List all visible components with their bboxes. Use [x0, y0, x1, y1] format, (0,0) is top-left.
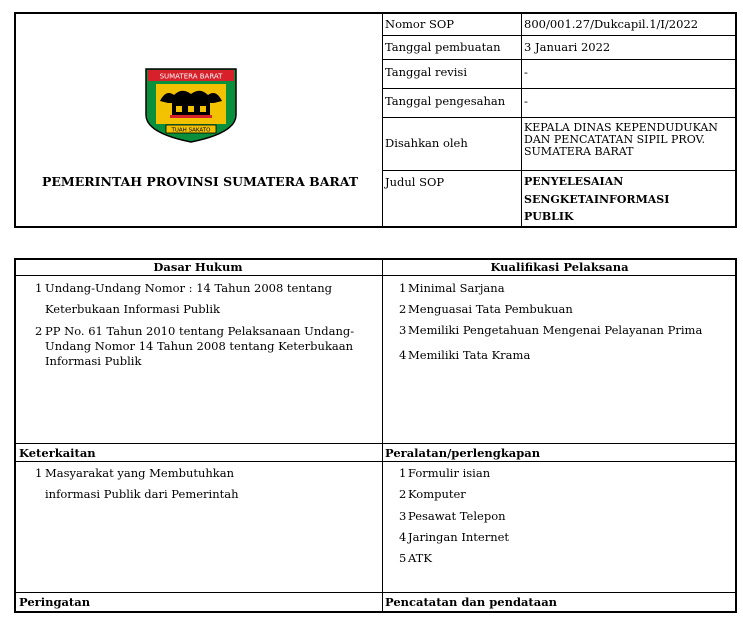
list-item-text: Undang Nomor 14 Tahun 2008 tentang Keterbukaan: [45, 339, 354, 353]
header-row-line: [382, 117, 737, 118]
list-item-num: 2: [399, 302, 407, 316]
list-item-text: Komputer: [408, 487, 466, 501]
row-value-judul-sop-line1: PENYELESAIAN: [524, 175, 624, 188]
row-label-disahkan-oleh: Disahkan oleh: [385, 136, 468, 150]
row-label-nomor-sop: Nomor SOP: [385, 17, 455, 31]
row-value-disahkan-oleh-line1: KEPALA DINAS KEPENDUDUKAN: [524, 121, 718, 134]
row-label-tanggal-pengesahan: Tanggal pengesahan: [385, 94, 506, 108]
row-value-tanggal-pembuatan: 3 Januari 2022: [524, 40, 611, 54]
list-item-num: 3: [399, 509, 407, 523]
section-title-peringatan: Peringatan: [19, 595, 91, 609]
header-divider-2: [521, 12, 522, 228]
list-item-num: 4: [399, 530, 407, 544]
province-logo: [144, 67, 238, 143]
list-item-text: Memiliki Pengetahuan Mengenai Pelayanan Prima: [408, 323, 703, 337]
list-item-num: 3: [399, 323, 407, 337]
row-label-judul-sop: Judul SOP: [385, 175, 445, 189]
header-row-line: [382, 59, 737, 60]
list-item-text: Memiliki Tata Krama: [408, 348, 531, 362]
section-title-pencatatan: Pencatatan dan pendataan: [385, 595, 558, 609]
list-item-text: Minimal Sarjana: [408, 281, 505, 295]
header-row-line: [382, 88, 737, 89]
list-item-text: Pesawat Telepon: [408, 509, 506, 523]
list-item-text: Menguasai Tata Pembukuan: [408, 302, 573, 316]
section-title-peralatan: Peralatan/perlengkapan: [385, 446, 541, 460]
list-item-text: Masyarakat yang Membutuhkan: [45, 466, 235, 480]
list-item-num: 5: [399, 551, 407, 565]
row-value-nomor-sop: 800/001.27/Dukcapil.1/I/2022: [524, 17, 699, 31]
list-item-text: informasi Publik dari Pemerintah: [45, 487, 239, 501]
section-title-keterkaitan: Keterkaitan: [19, 446, 96, 460]
list-item-text: Formulir isian: [408, 466, 491, 480]
row-label-tanggal-pembuatan: Tanggal pembuatan: [385, 40, 501, 54]
list-item-num: 1: [399, 466, 407, 480]
section-title-kualifikasi: Kualifikasi Pelaksana: [490, 260, 629, 274]
list-item-text: Keterbukaan Informasi Publik: [45, 302, 220, 316]
body-row-line: [14, 443, 737, 444]
section-title-dasar-hukum: Dasar Hukum: [153, 260, 243, 274]
body-divider: [382, 258, 383, 613]
list-item-num: 1: [399, 281, 407, 295]
list-item-text: Undang-Undang Nomor : 14 Tahun 2008 tentang: [45, 281, 333, 295]
header-row-line: [382, 35, 737, 36]
svg-text:SUMATERA BARAT: SUMATERA BARAT: [159, 72, 223, 81]
svg-text:TUAH SAKATO: TUAH SAKATO: [171, 127, 211, 134]
list-item-text: Jaringan Internet: [408, 530, 510, 544]
body-row-line: [14, 461, 737, 462]
list-item-num: 2: [399, 487, 407, 501]
list-item-num: 4: [399, 348, 407, 362]
list-item-num: 2: [35, 324, 43, 338]
list-item-text: PP No. 61 Tahun 2010 tentang Pelaksanaan Undang-: [45, 324, 355, 338]
header-divider-1: [382, 12, 383, 228]
row-label-tanggal-revisi: Tanggal revisi: [385, 65, 468, 79]
row-value-judul-sop-line2: SENGKETAINFORMASI: [524, 193, 670, 206]
list-item-num: 1: [35, 466, 43, 480]
row-value-tanggal-pengesahan: -: [524, 94, 528, 108]
body-row-line: [14, 592, 737, 593]
list-item-num: 1: [35, 281, 43, 295]
row-value-disahkan-oleh-line2: DAN PENCATATAN SIPIL PROV.: [524, 133, 706, 146]
list-item-text: ATK: [408, 551, 432, 565]
row-value-disahkan-oleh-line3: SUMATERA BARAT: [524, 145, 634, 158]
row-value-judul-sop-line3: PUBLIK: [524, 210, 574, 223]
body-row-line: [14, 275, 737, 276]
org-name: PEMERINTAH PROVINSI SUMATERA BARAT: [42, 174, 359, 189]
list-item-text: Informasi Publik: [45, 354, 142, 368]
row-value-tanggal-revisi: -: [524, 65, 528, 79]
header-row-line: [382, 170, 737, 171]
